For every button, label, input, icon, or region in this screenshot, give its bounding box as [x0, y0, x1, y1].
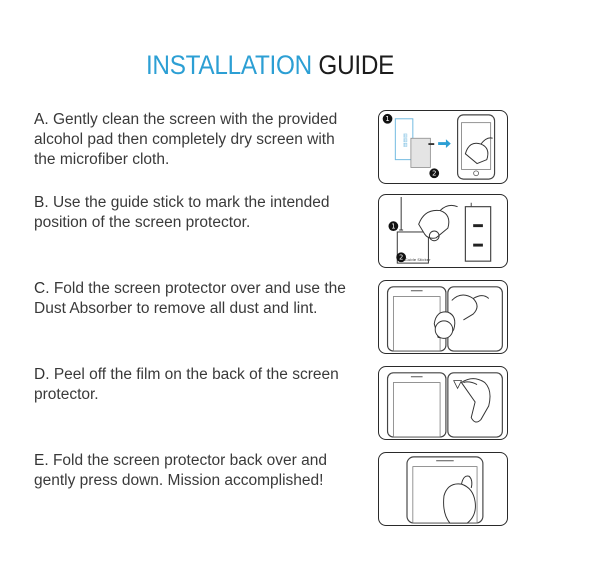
peel-film-icon — [379, 367, 507, 439]
protector-folded-icon — [448, 287, 502, 351]
arrow-right-icon — [438, 139, 451, 148]
dust-absorber-icon — [379, 281, 507, 353]
step-d-letter: D. — [34, 366, 50, 383]
hand-pressing-icon — [444, 484, 476, 523]
clean-screen-icon — [379, 111, 507, 183]
hand-icon — [419, 210, 449, 238]
step-c-letter: C. — [34, 280, 50, 297]
step-d-illustration — [378, 366, 508, 440]
title-accent-word: INSTALLATION — [145, 50, 312, 80]
hand-icon — [452, 295, 477, 320]
step-b-illustration — [378, 194, 508, 268]
step-a-text: Gently clean the screen with the provided alcohol pad then completely dry screen with the microfiber cloth. — [34, 111, 338, 168]
step-c-illustration — [378, 280, 508, 354]
guide-stick-icon — [379, 195, 507, 267]
marker-1-label: 1 — [391, 222, 396, 231]
marker-2-label: 2 — [432, 169, 437, 178]
hand-wiping-icon — [465, 143, 488, 163]
step-a-letter: A. — [34, 111, 49, 128]
step-e-illustration — [378, 452, 508, 526]
guide-title — [27, 50, 513, 81]
step-e-text: Fold the screen protector back over and gently press down. Mission accomplished! — [34, 452, 327, 489]
hand-peeling-icon — [461, 379, 490, 422]
film-tab-icon — [454, 381, 462, 389]
press-down-icon — [379, 453, 507, 525]
step-a — [34, 110, 354, 170]
svg-text:▤▤▤: ▤▤▤ — [402, 133, 408, 148]
step-e — [34, 451, 354, 491]
step-c — [34, 279, 354, 319]
step-e-letter: E. — [34, 452, 49, 469]
step-b — [34, 193, 354, 233]
step-d — [34, 365, 354, 405]
marker-2-label: 2 — [398, 253, 404, 262]
phone-edge-icon — [465, 207, 490, 261]
step-c-text: Fold the screen protector over and use the Dust Absorber to remove all dust and lint. — [34, 280, 346, 317]
step-b-letter: B. — [34, 194, 49, 211]
title-word: GUIDE — [318, 50, 395, 80]
marker-1-label: 1 — [385, 115, 390, 124]
step-b-text: Use the guide stick to mark the intended position of the screen protector. — [34, 194, 330, 231]
step-a-illustration — [378, 110, 508, 184]
cloth-icon — [411, 138, 430, 167]
guide-sticker-label: Guide Sticker — [404, 257, 431, 263]
step-d-text: Peel off the film on the back of the screen protector. — [34, 366, 339, 403]
